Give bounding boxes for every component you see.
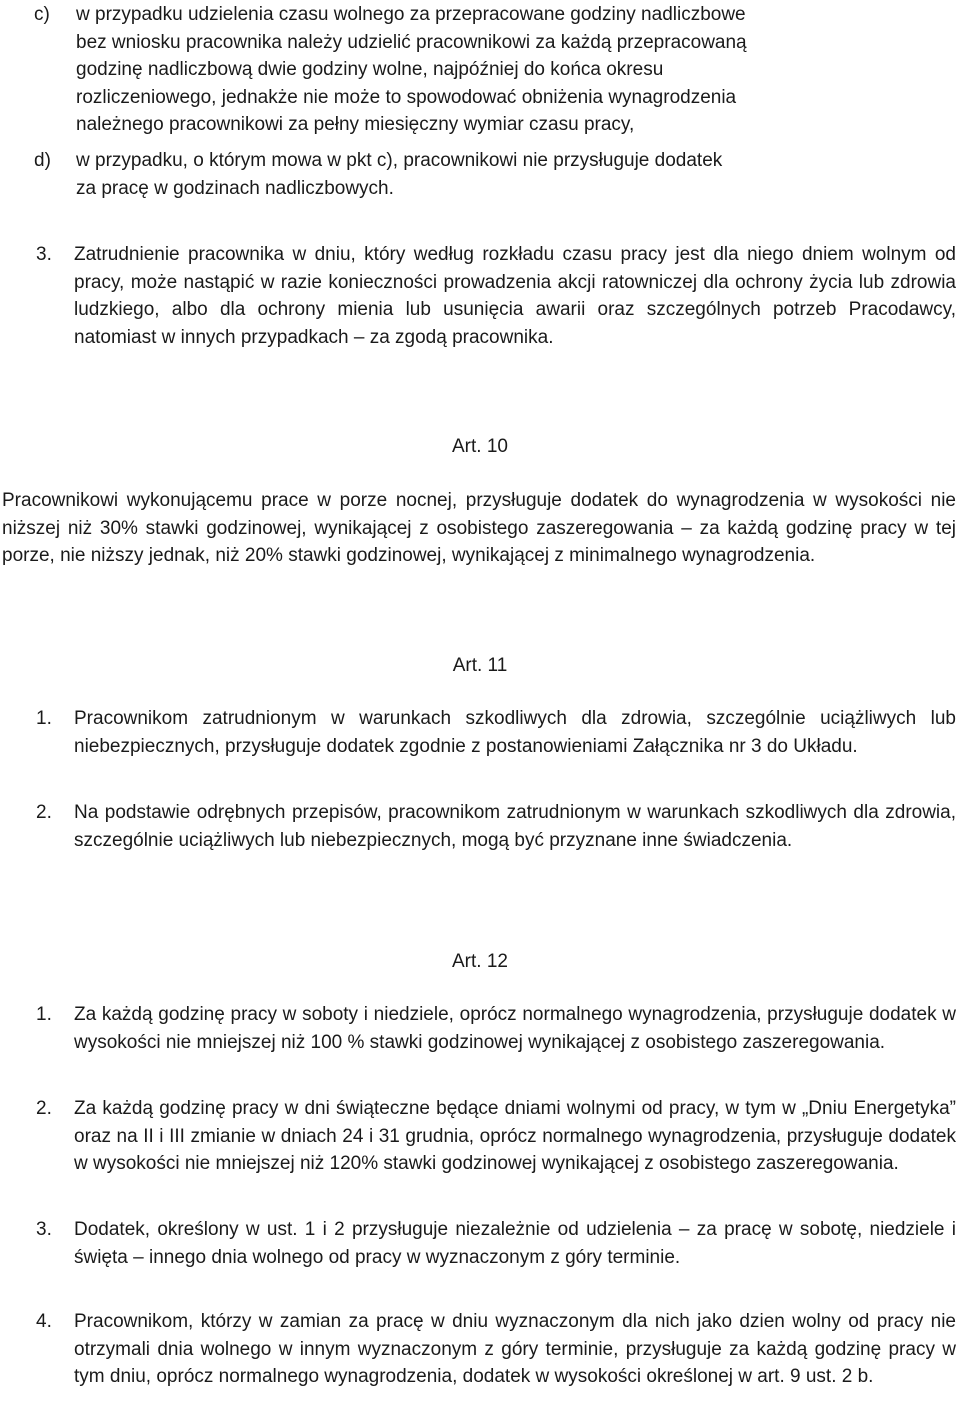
item-number: 2. [36,1098,52,1119]
list-text [76,147,958,202]
article-11-item-2 [36,799,956,854]
article-heading-12: Art. 12 [452,951,508,972]
article-12-item-4 [36,1308,956,1391]
text-line: za pracę w godzinach nadliczbowych. [76,177,394,199]
article-12-item-3 [36,1216,956,1271]
article-11-item-1 [36,705,956,760]
text-line: rozliczeniowego, jednakże nie może to spowodować obniżenia wynagrodzenia [76,86,737,108]
list-item-d [34,147,958,202]
list-text [76,1,958,139]
item-number: 3. [36,1219,52,1240]
item-text: Za każdą godzinę pracy w soboty i niedziele, oprócz normalnego wynagrodzenia, przysługuje dodatek w wysokości nie mniejszej niż 100 % stawki godzinowej wynikającej z osobistego zaszeregowania. [74,1004,956,1053]
text-line: godzinę nadliczbową dwie godziny wolne, najpóźniej do końca okresu [76,59,664,80]
list-label: c) [34,4,50,25]
item-number: 1. [36,708,52,729]
list-label: d) [34,150,51,171]
paragraph-3 [36,241,956,351]
article-12-item-1 [36,1001,956,1056]
paragraph-text: Zatrudnienie pracownika w dniu, który według rozkładu czasu pracy jest dla niego dniem wolnym od pracy, może nastąpić w razie konieczności prowadzenia akcji ratowniczej dla ochrony życia lub zdrowia ludzkiego, albo dla ochrony mienia lub usunięcia awarii oraz szczególnych potrzeb Pracodawcy, natomiast w innych przypadkach – za zgodą pracownika. [74,244,956,348]
text-line: w przypadku udzielenia czasu wolnego za przepracowane godziny nadliczbowe [76,4,746,25]
item-number: 2. [36,802,52,823]
article-12-item-2 [36,1095,956,1178]
item-text: Dodatek, określony w ust. 1 i 2 przysługuje niezależnie od udzielenia – za pracę w sobotę, niedziele i święta – innego dnia wolnego od pracy w wyznaczonym z góry terminie. [74,1219,956,1268]
list-item-c [34,1,958,139]
article-10-text: Pracownikowi wykonującemu prace w porze nocnej, przysługuje dodatek do wynagrodzenia w wysokości nie niższej niż 30% stawki godzinowej, wynikającej z osobistego zaszeregowania – za każdą godzinę pracy w tej porze, nie niższy jednak, niż 20% stawki godzinowej, wynikającej z minimalnego wynagrodzenia. [2,490,956,566]
item-text: Pracownikom, którzy w zamian za pracę w dniu wyznaczonym dla nich jako dzien wolny od pracy nie otrzymali dnia wolnego w innym wyznaczonym z góry terminie, przysługuje za każdą godzinę pracy w tym dniu, oprócz normalnego wynagrodzenia, dodatek w wysokości określonej w art. 9 ust. 2 b. [74,1311,956,1387]
article-heading-10: Art. 10 [452,436,508,457]
article-heading-11: Art. 11 [452,655,508,676]
text-line: w przypadku, o którym mowa w pkt c), pracownikowi nie przysługuje dodatek [76,150,723,171]
item-text: Za każdą godzinę pracy w dni świąteczne będące dniami wolnymi od pracy, w tym w „Dniu Energetyka” oraz na II i III zmianie w dniach 24 i 31 grudnia, oprócz normalnego wynagrodzenia, przysługuje dodatek w wysokości nie mniejszej niż 120% stawki godzinowej wynikającej z osobistego zaszeregowania. [74,1098,956,1174]
text-line: należnego pracownikowi za pełny miesięczny wymiar czasu pracy, [76,114,635,135]
item-number: 1. [36,1004,52,1025]
item-text: Pracownikom zatrudnionym w warunkach szkodliwych dla zdrowia, szczególnie uciążliwych lub niebezpiecznych, przysługuje dodatek zgodnie z postanowieniami Załącznika nr 3 do Układu. [74,708,956,757]
paragraph-number: 3. [36,244,52,265]
item-text: Na podstawie odrębnych przepisów, pracownikom zatrudnionym w warunkach szkodliwych dla zdrowia, szczególnie uciążliwych lub niebezpiecznych, mogą być przyznane inne świadczenia. [74,802,956,851]
text-line: bez wniosku pracownika należy udzielić pracownikowi za każdą przepracowaną [76,31,747,53]
item-number: 4. [36,1311,52,1332]
